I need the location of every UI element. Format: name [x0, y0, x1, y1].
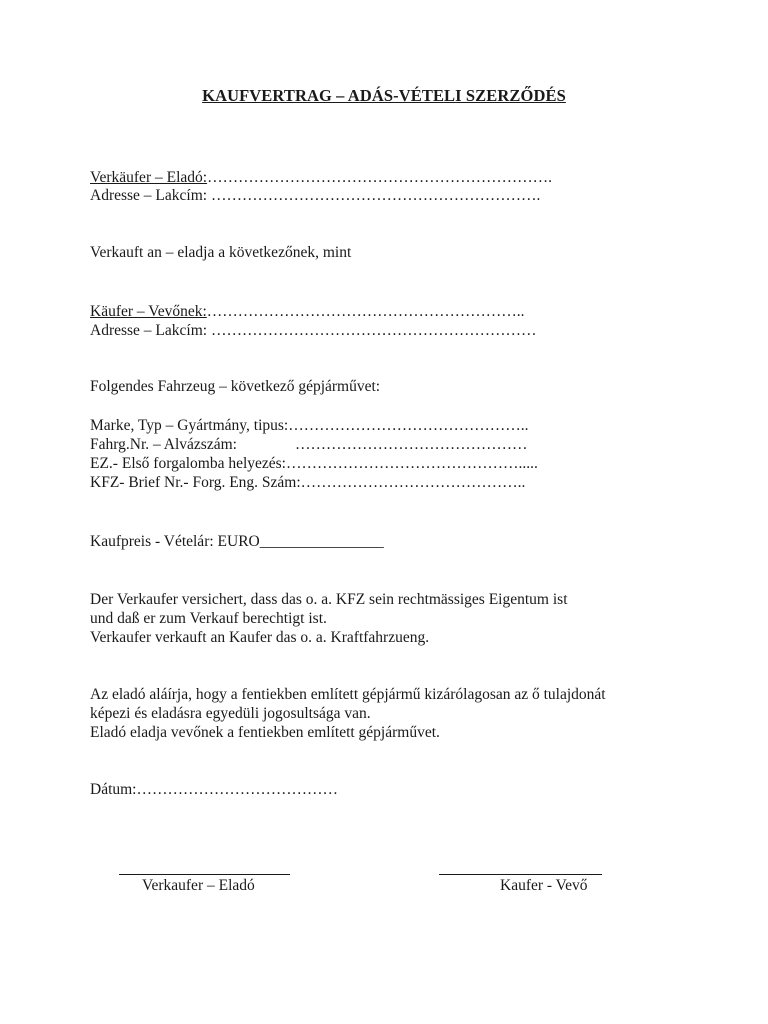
hungarian-statement-line: képezi és eladásra egyedüli jogosultsága van. — [90, 705, 371, 722]
date-dots: ………………………………… — [136, 781, 338, 798]
buyer-address-label: Adresse – Lakcím: — [90, 322, 211, 339]
vehicle-field-chassis — [90, 436, 527, 454]
seller-row — [90, 169, 552, 187]
vehicle-intro: Folgendes Fahrzeug – következő gépjárművet: — [90, 378, 381, 395]
seller-label: Verkäufer – Eladó: — [90, 169, 208, 186]
seller-address-label: Adresse – Lakcím: — [90, 187, 211, 204]
buyer-label: Käufer – Vevőnek: — [90, 303, 207, 320]
buyer-address-dots: ……………………………………………………… — [210, 322, 537, 339]
vehicle-field-label: Fahrg.Nr. – Alvázszám: — [90, 436, 237, 453]
german-statement-line: Der Verkaufer versichert, dass das o. a. KFZ sein rechtmässiges Eigentum ist — [90, 591, 568, 608]
vehicle-field-label: Marke, Typ – Gyártmány, tipus: — [90, 417, 289, 434]
price-blank: ________________ — [259, 533, 384, 550]
vehicle-field-make — [90, 417, 528, 435]
date-row — [90, 781, 338, 799]
vehicle-field-label: EZ.- Első forgalomba helyezés: — [90, 455, 286, 472]
vehicle-field-dots: ……………………………………… — [294, 436, 528, 453]
vehicle-field-dots: …………………………………….. — [300, 474, 526, 491]
german-statement-line: Verkaufer verkauft an Kaufer das o. a. Kraftfahrzueng. — [90, 629, 430, 646]
seller-signature-line — [119, 874, 290, 875]
price-row — [90, 533, 384, 551]
hungarian-statement-line: Eladó eladja vevőnek a fentiekben említett gépjárművet. — [90, 724, 440, 741]
vehicle-field-dots: ………………………………………..... — [285, 455, 538, 472]
seller-address-dots: ………………………………………………………. — [210, 187, 541, 204]
vehicle-field-dots: ……………………………………….. — [288, 417, 529, 434]
german-statement-line: und daß er zum Verkauf berechtigt ist. — [90, 610, 327, 627]
seller-address-row — [90, 187, 540, 205]
price-label: Kaufpreis - Vételár: EURO — [90, 533, 260, 550]
vehicle-field-first-registration — [90, 455, 538, 473]
vehicle-field-registration-number — [90, 474, 525, 492]
buyer-row — [90, 303, 525, 321]
buyer-address-row — [90, 322, 536, 340]
buyer-dots: …………………………………………………….. — [206, 303, 525, 320]
buyer-signature-label: Kaufer - Vevő — [500, 877, 588, 894]
vehicle-field-label: KFZ- Brief Nr.- Forg. Eng. Szám: — [90, 474, 301, 491]
buyer-signature-line — [439, 874, 602, 875]
seller-signature-label: Verkaufer – Eladó — [142, 877, 255, 894]
sells-to-text: Verkauft an – eladja a következőnek, mint — [90, 244, 352, 261]
seller-dots: …………………………………………………………. — [207, 169, 552, 186]
date-label: Dátum: — [90, 781, 137, 798]
hungarian-statement-line: Az eladó aláírja, hogy a fentiekben említett gépjármű kizárólagosan az ő tulajdonát — [90, 686, 606, 703]
document-title: KAUFVERTRAG – ADÁS-VÉTELI SZERZŐDÉS — [202, 86, 566, 105]
